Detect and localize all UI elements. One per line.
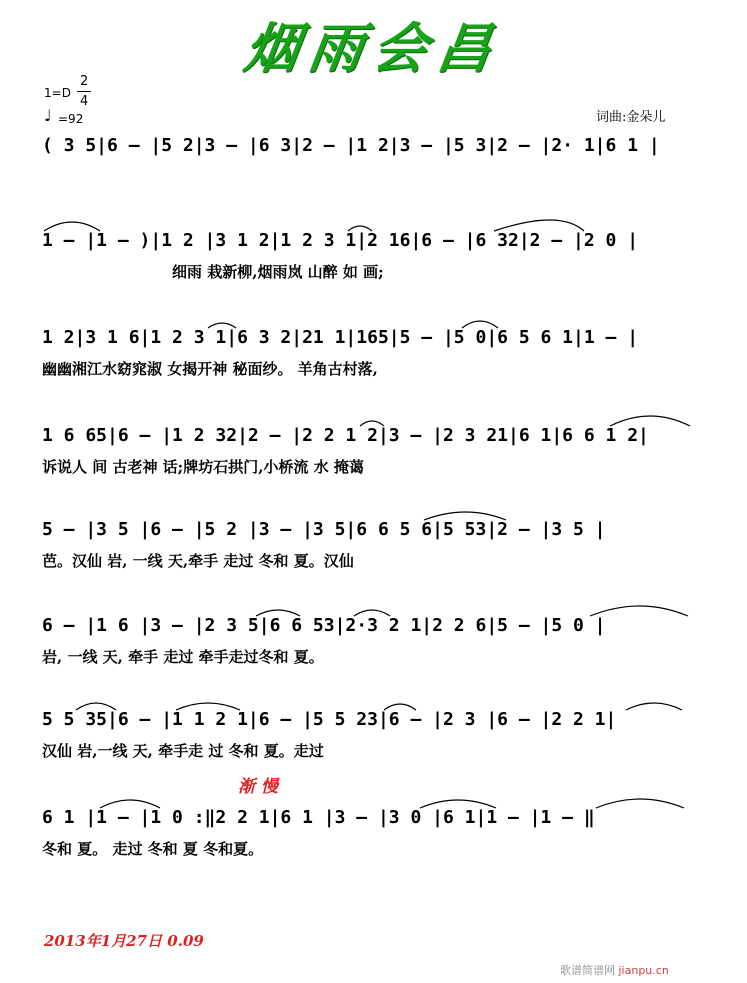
tempo-expression-ritardando: 渐 慢	[238, 777, 278, 797]
staff-notes: 5 5 35|6 – |1 1 2 1|6 – |5 5 23|6 – |2 3 |6 – |2 2 1|	[42, 709, 617, 730]
staff-lyrics	[42, 166, 698, 188]
staff-line-2	[0, 229, 747, 289]
song-title: 烟雨会昌	[240, 17, 506, 80]
staff-line-7	[0, 708, 747, 768]
staff-line-4	[0, 424, 747, 484]
staff-notes: 6 1 |1 – |1 0 :‖2 2 1|6 1 |3 – |3 0 |6 1|1 – |1 – ‖	[42, 807, 595, 828]
staff-line-3	[0, 326, 747, 386]
staff-notes: 1 – |1 – )|1 2 |3 1 2|1 2 3 1|2 16|6 – |6 32|2 – |2 0 |	[42, 230, 639, 251]
key-tempo-block	[44, 72, 144, 132]
quarter-note-icon: ♩	[44, 106, 52, 125]
staff-lyrics: 岩, 一线 天, 牵手 走过 牵手走过冬和 夏。	[42, 648, 324, 666]
staff-notes: 1 6 65|6 – |1 2 32|2 – |2 2 1 2|3 – |2 3 21|6 1|6 6 1 2|	[42, 425, 649, 446]
staff-lyrics: 冬和 夏。 走过 冬和 夏 冬和夏。	[42, 840, 264, 858]
lyricist-composer-credit: 词曲:金朵儿	[596, 110, 666, 125]
staff-line-6	[0, 614, 747, 674]
staff-lyrics: 细雨 栽新柳,烟雨岚 山醉 如 画;	[172, 263, 384, 281]
tempo-marking: =92	[58, 112, 84, 126]
staff-line-8	[0, 806, 747, 866]
staff-lyrics: 汉仙 岩,一线 天, 牵手走 过 冬和 夏。走过	[42, 742, 324, 760]
watermark-url: jianpu.cn	[618, 964, 669, 977]
staff-notes: ( 3 5|6 – |5 2|3 – |6 3|2 – |1 2|3 – |5 3|2 – |2· 1|6 1 |	[42, 135, 660, 156]
staff-lyrics: 芭。汉仙 岩, 一线 天,牵手 走过 冬和 夏。汉仙	[42, 552, 354, 570]
staff-notes: 6 – |1 6 |3 – |2 3 5|6 6 53|2·3 2 1|2 2 6|5 – |5 0 |	[42, 615, 606, 636]
staff-lyrics: 诉说人 间 古老神 话;牌坊石拱门,小桥流 水 掩蔼	[42, 458, 364, 476]
time-signature-bottom: 4	[80, 94, 89, 109]
watermark-site-name: 歌谱简谱网	[560, 964, 615, 977]
staff-line-5	[0, 518, 747, 578]
staff-line-1	[0, 134, 747, 194]
staff-notes: 5 – |3 5 |6 – |5 2 |3 – |3 5|6 6 5 6|5 53|2 – |3 5 |	[42, 519, 606, 540]
time-signature-top: 2	[80, 74, 89, 89]
staff-notes: 1 2|3 1 6|1 2 3 1|6 3 2|21 1|165|5 – |5 0|6 5 6 1|1 – |	[42, 327, 639, 348]
site-watermark	[560, 962, 669, 978]
key-signature: 1=D	[44, 86, 71, 100]
date-stamp: 2013年1月27日 0.09	[44, 932, 204, 950]
staff-lyrics: 幽幽湘江水窈窕淑 女揭开神 秘面纱。 羊角古村落,	[42, 360, 378, 378]
time-signature-bar	[77, 91, 91, 92]
